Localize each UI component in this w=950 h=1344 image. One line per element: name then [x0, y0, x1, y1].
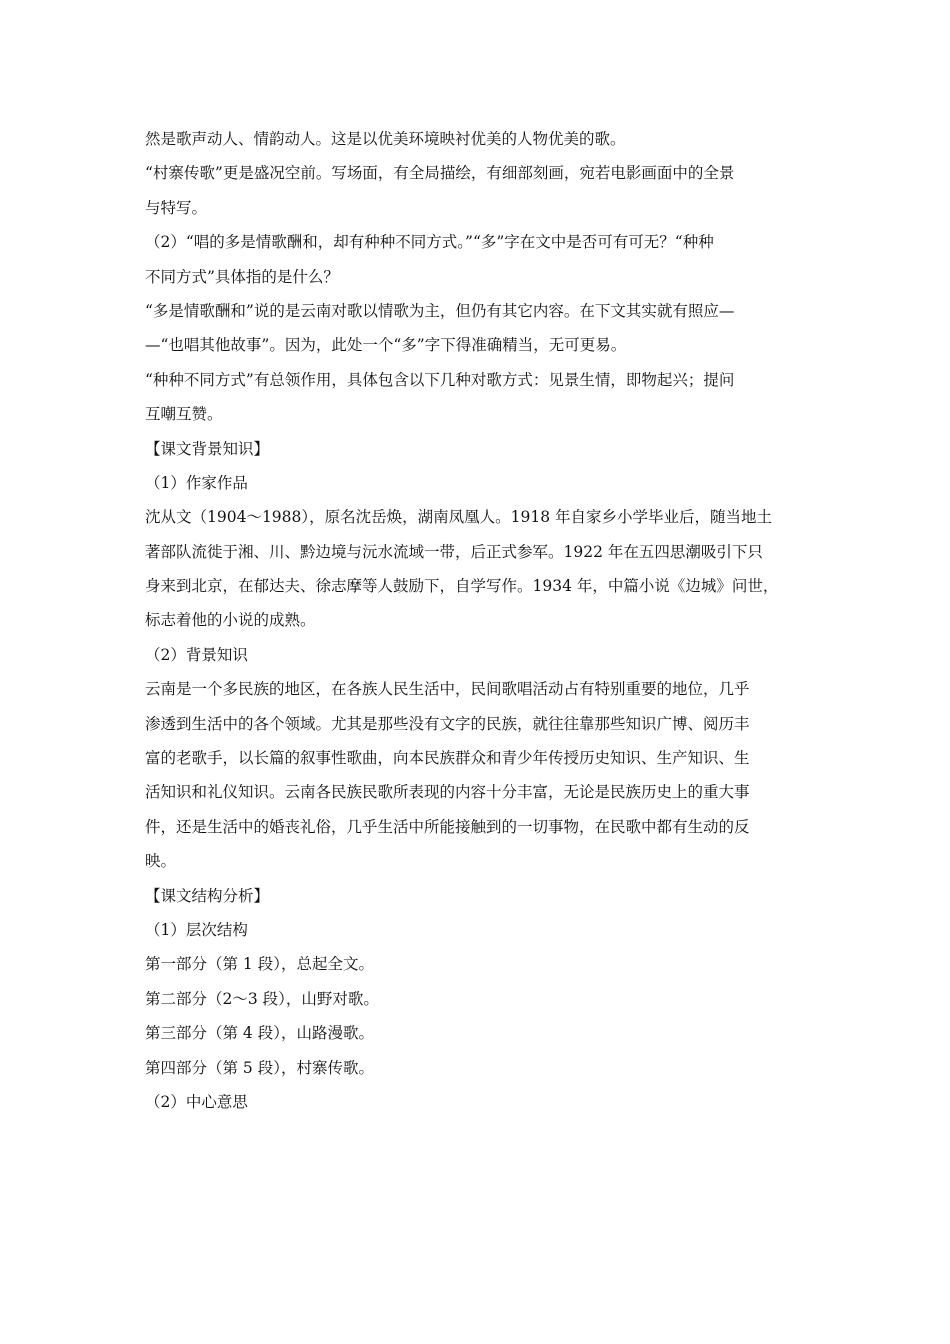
text-line: 第三部分（第 4 段），山路漫歌。 — [145, 1024, 374, 1043]
text-line: 件，还是生活中的婚丧礼俗，几乎生活中所能接触到的一切事物，在民歌中都有生动的反 — [145, 817, 750, 836]
text-line: “多是情歌酬和”说的是云南对歌以情歌为主，但仍有其它内容。在下文其实就有照应— — [145, 301, 735, 320]
text-line: 互嘲互赞。 — [145, 405, 223, 424]
text-line: 标志着他的小说的成熟。 — [145, 611, 316, 630]
text-line: 活知识和礼仪知识。云南各民族民歌所表现的内容十分丰富，无论是民族历史上的重大事 — [145, 783, 750, 802]
subsection-heading: （2）中心意思 — [145, 1092, 248, 1111]
text-line: 第二部分（2～3 段），山野对歌。 — [145, 989, 379, 1008]
section-heading: 【课文背景知识】 — [145, 439, 270, 458]
text-line: “种种不同方式”有总领作用，具体包含以下几种对歌方式：见景生情，即物起兴；提问 — [145, 370, 735, 389]
section-heading: 【课文结构分析】 — [145, 886, 270, 905]
text-line: 映。 — [145, 852, 177, 871]
subsection-heading: （1）层次结构 — [145, 920, 248, 939]
text-line: 富的老歌手，以长篇的叙事性歌曲，向本民族群众和青少年传授历史知识、生产知识、生 — [145, 749, 750, 768]
text-line: （2）“唱的多是情歌酬和，却有种种不同方式。”“多”字在文中是否可有可无？“种种 — [145, 233, 714, 252]
text-line: 然是歌声动人、情韵动人。这是以优美环境映衬优美的人物优美的歌。 — [145, 130, 626, 148]
text-line: 身来到北京，在郁达夫、徐志摩等人鼓励下，自学写作。1934 年，中篇小说《边城》问世， — [145, 577, 779, 596]
text-line: “村寨传歌”更是盛况空前。写场面，有全局描绘，有细部刻画，宛若电影画面中的全景 — [145, 164, 735, 183]
document-body — [145, 122, 817, 1119]
text-line: 与特写。 — [145, 198, 208, 217]
text-line: 渗透到生活中的各个领域。尤其是那些没有文字的民族，就往往靠那些知识广博、阅历丰 — [145, 714, 750, 733]
subsection-heading: （2）背景知识 — [145, 645, 248, 664]
text-line: 著部队流徙于湘、川、黔边境与沅水流域一带，后正式参军。1922 年在五四思潮吸引下只 — [145, 542, 763, 561]
subsection-heading: （1）作家作品 — [145, 473, 248, 492]
text-line: 第四部分（第 5 段），村寨传歌。 — [145, 1058, 374, 1077]
text-line: —“也唱其他故事”。因为，此处一个“多”字下得准确精当，无可更易。 — [145, 336, 627, 355]
text-line: 云南是一个多民族的地区，在各族人民生活中，民间歌唱活动占有特别重要的地位，几乎 — [145, 680, 750, 699]
text-line: 第一部分（第 1 段），总起全文。 — [145, 955, 374, 974]
text-line: 不同方式”具体指的是什么？ — [145, 267, 339, 286]
text-line: 沈从文（1904～1988），原名沈岳焕，湖南凤凰人。1918 年自家乡小学毕业后，随当地土 — [145, 508, 773, 527]
